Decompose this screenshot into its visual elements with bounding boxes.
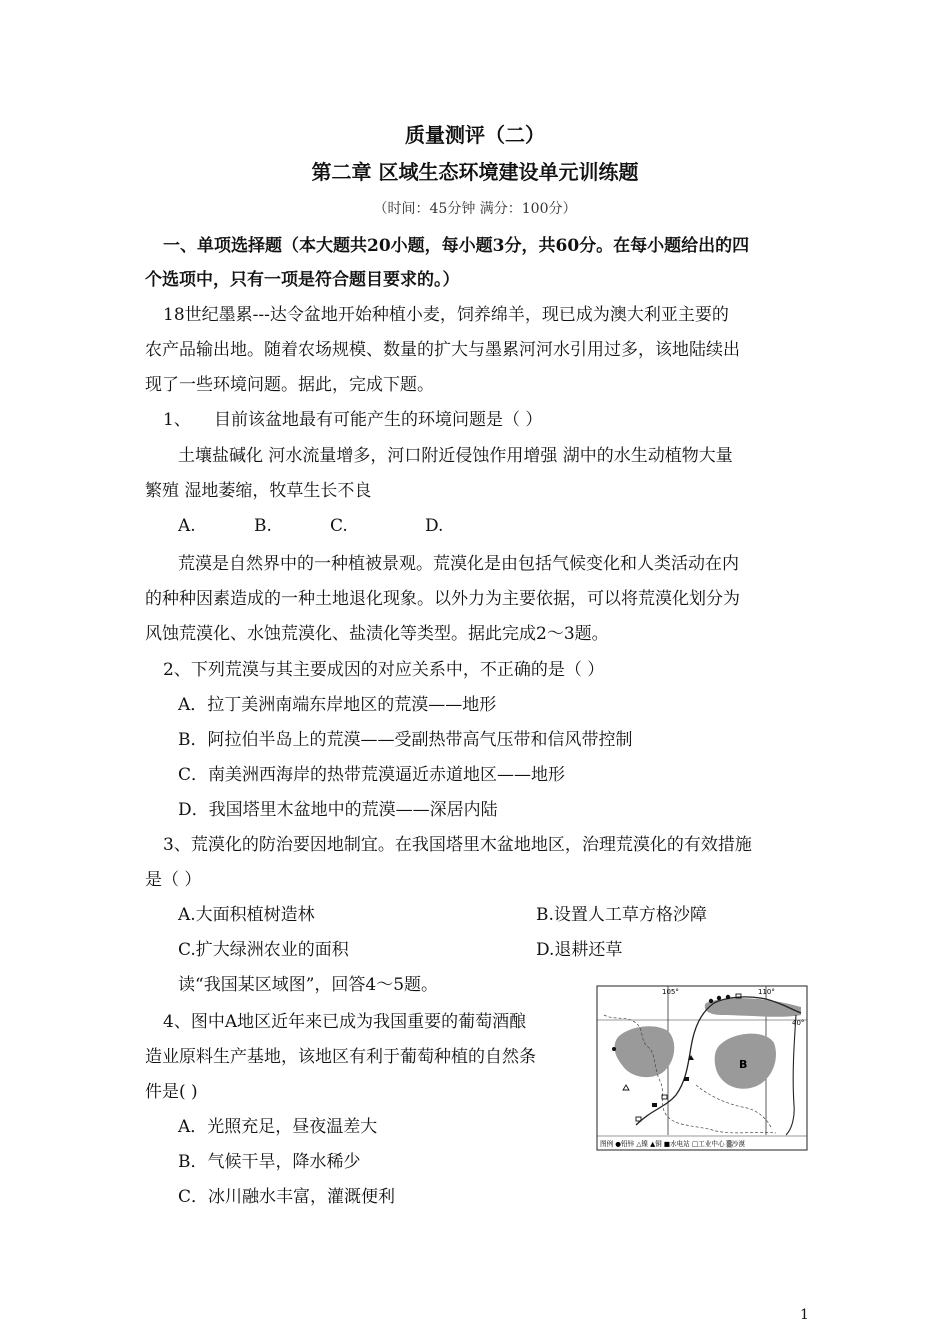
q2-option-a: A．拉丁美洲南端东岸地区的荒漠——地形 (178, 695, 497, 715)
page-number: 1 (800, 1307, 809, 1323)
passage2-line1: 荒漠是自然界中的一种植被景观。荒漠化是由包括气候变化和人类活动在内 (178, 554, 739, 574)
lon-label-105: 105° (662, 988, 679, 996)
q3-option-c: C.扩大绿洲农业的面积 (178, 940, 349, 960)
q3-option-d: D.退耕还草 (536, 940, 623, 960)
q3-option-a: A.大面积植树造林 (178, 905, 315, 925)
map-label-b: B (739, 1058, 748, 1071)
hydropower-symbol-1 (684, 1077, 689, 1081)
passage2-line3: 风蚀荒漠化、水蚀荒漠化、盐渍化等类型。据此完成2～3题。 (145, 624, 609, 644)
q2-option-d: D．我国塔里木盆地中的荒漠——深居内陆 (178, 800, 498, 820)
passage1-line1: 18世纪墨累---达令盆地开始种植小麦，饲养绵羊，现已成为澳大利亚主要的 (163, 305, 729, 325)
lead-zinc-symbol-1 (709, 999, 713, 1003)
q2-option-b: B．阿拉伯半岛上的荒漠——受副热带高气压带和信风带控制 (178, 730, 633, 750)
q1-option-d: D. (425, 516, 444, 536)
q1-option-c: C. (330, 516, 348, 536)
q4-stem-line1: 4、图中A地区近年来已成为我国重要的葡萄酒酿 (163, 1012, 527, 1032)
q3-stem-line1: 3、荒漠化的防治要因地制宜。在我国塔里木盆地地区，治理荒漠化的有效措施 (163, 835, 752, 855)
lat-label-40: 40° (792, 1019, 805, 1027)
passage2-line2: 的种种因素造成的一种土地退化现象。以外力为主要依据，可以将荒漠化划分为 (145, 589, 740, 609)
q3-option-b: B.设置人工草方格沙障 (536, 905, 707, 925)
q2-option-c: C．南美洲西海岸的热带荒漠逼近赤道地区——地形 (178, 765, 566, 785)
q3-stem-line2: 是（ ） (145, 870, 202, 890)
exam-meta: （时间：45分钟 满分：100分） (373, 201, 577, 217)
passage1-line2: 农产品输出地。随着农场规模、数量的扩大与墨累河河水引用过多，该地陆续出 (145, 340, 740, 360)
q1-choices-line2: 繁殖 湿地萎缩，牧草生长不良 (145, 481, 372, 501)
page-title: 质量测评（二） (405, 123, 545, 147)
q45-intro: 读“我国某区域图”，回答4～5题。 (178, 975, 439, 995)
q1-stem: 目前该盆地最有可能产生的环境问题是（ ） (214, 410, 543, 430)
lead-zinc-symbol-3 (726, 995, 730, 999)
q1-choices-line1: 土壤盐碱化 河水流量增多，河口附近侵蚀作用增强 湖中的水生动植物大量 (178, 446, 733, 466)
page-subtitle: 第二章 区域生态环境建设单元训练题 (311, 160, 639, 184)
passage1-line3: 现了一些环境问题。据此，完成下题。 (145, 375, 434, 395)
q1-number: 1、 (163, 410, 191, 430)
lon-label-110: 110° (758, 988, 775, 996)
q1-option-b: B. (254, 516, 272, 536)
q2-stem: 2、下列荒漠与其主要成因的对应关系中，不正确的是（ ） (163, 660, 605, 680)
q1-option-a: A. (178, 516, 196, 536)
region-map (596, 985, 808, 1151)
lead-zinc-symbol-4 (612, 1047, 616, 1051)
q4-option-a: A．光照充足，昼夜温差大 (178, 1117, 378, 1137)
q4-option-c: C．冰川融水丰富，灌溉便利 (178, 1187, 396, 1207)
q4-stem-line3: 件是( ) (145, 1082, 198, 1102)
q4-stem-line2: 造业原料生产基地，该地区有利于葡萄种植的自然条 (145, 1047, 536, 1067)
map-legend: 图例 ●铅锌 △镍 ▲铜 ■水电站 □工业中心 ▒沙漠 (600, 1140, 745, 1148)
hydropower-symbol-2 (652, 1103, 657, 1107)
lead-zinc-symbol-2 (717, 996, 721, 1000)
q4-option-b: B．气候干旱，降水稀少 (178, 1152, 361, 1172)
section-heading-line1: 一、单项选择题（本大题共20小题，每小题3分，共60分。在每小题给出的四 (163, 236, 750, 256)
section-heading-line2: 个选项中，只有一项是符合题目要求的。） (145, 270, 460, 290)
